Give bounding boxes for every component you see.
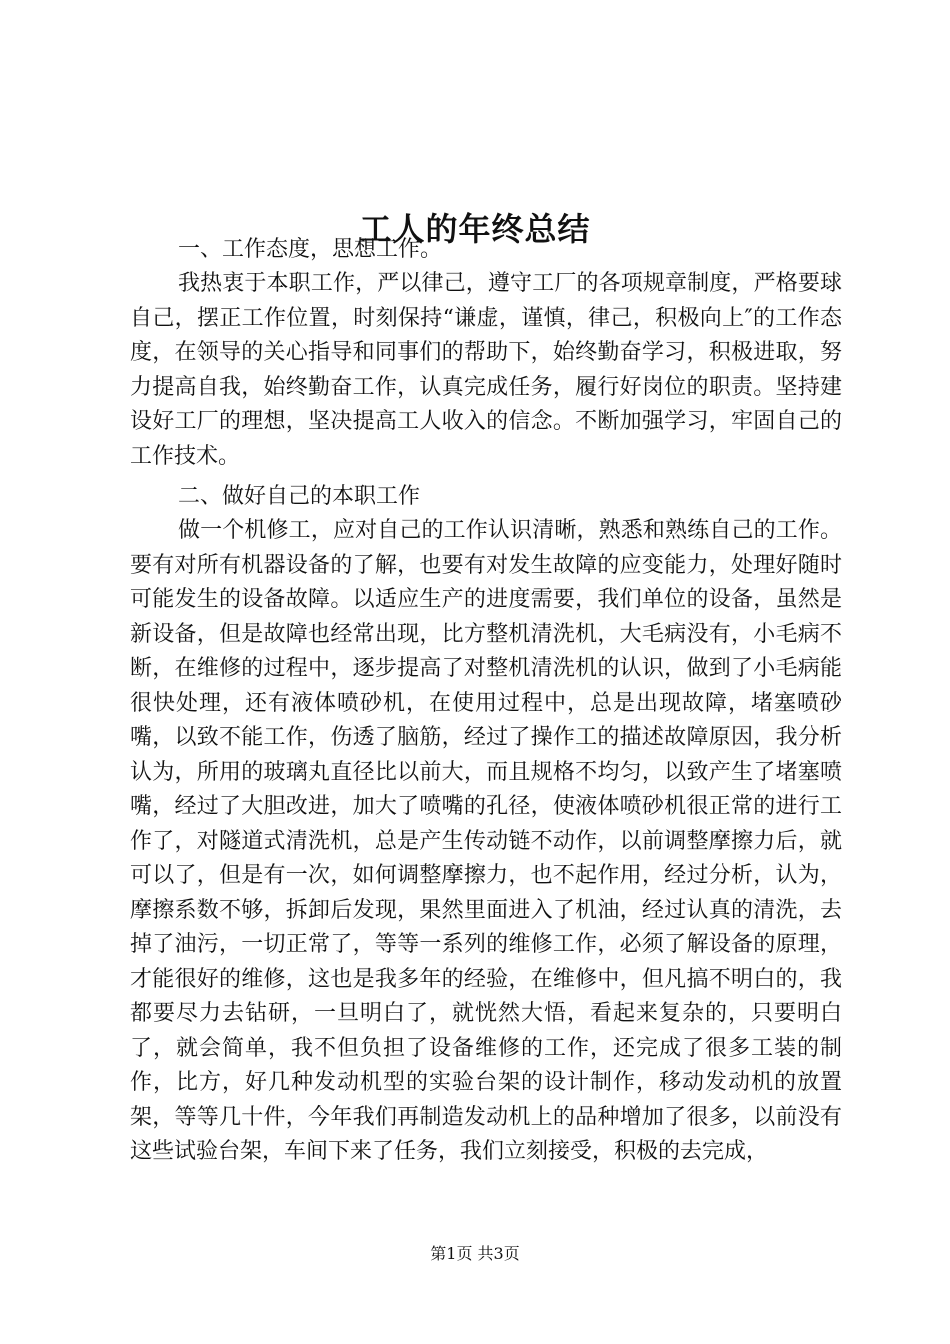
document-title: 工人的年终总结: [359, 210, 591, 249]
section-paragraph: 做一个机修工，应对自己的工作认识清晰，熟悉和熟练自己的工作。要有对所有机器设备的了解，也要有对发生故障的应变能力，处理好随时可能发生的设备故障。以适应生产的进度需要，我们单位的设备，虽然是新设备，但是故障也经常出现，比方整机清洗机，大毛病没有，小毛病不断，在维修的过程中，逐步提高了对整机清洗机的认识，做到了小毛病能很快处理，还有液体喷砂机，在使用过程中，总是出现故障，堵塞喷砂嘴，以致不能工作，伤透了脑筋，经过了操作工的描述故障原因，我分析认为，所用的玻璃丸直径比以前大，而且规格不均匀，以致产生了堵塞喷嘴，经过了大胆改进，加大了喷嘴的孔径，使液体喷砂机很正常的进行工作了，对隧道式清洗机，总是产生传动链不动作，以前调整摩擦力后，就可以了，但是有一次，如何调整摩擦力，也不起作用，经过分析，认为，摩擦系数不够，拆卸后发现，果然里面进入了机油，经过认真的清洗，去掉了油污，一切正常了，等等一系列的维修工作，必须了解设备的原理，才能很好的维修，这也是我多年的经验，在维修中，但凡搞不明白的，我都要尽力去钻研，一旦明白了，就恍然大悟，看起来复杂的，只要明白了，就会简单，我不但负担了设备维修的工作，还完成了很多工装的制作，比方，好几种发动机型的实验台架的设计制作，移动发动机的放置架，等等几十件，今年我们再制造发动机上的品种增加了很多，以前没有这些试验台架，车间下来了任务，我们立刻接受，积极的去完成，: [130, 518, 842, 1164]
section-work-attitude: [130, 233, 842, 474]
section-paragraph: 我热衷于本职工作，严以律己，遵守工厂的各项规章制度，严格要球自己，摆正工作位置，时刻保持“谦虚，谨慎，律己，积极向上″的工作态度，在领导的关心指导和同事们的帮助下，始终勤奋学习，积极进取，努力提高自我，始终勤奋工作，认真完成任务，履行好岗位的职责。坚持建设好工厂的理想，坚决提高工人收入的信念。不断加强学习，牢固自己的工作技术。: [130, 271, 842, 469]
section-job-duties: [130, 480, 842, 1170]
section-heading: 二、做好自己的本职工作: [178, 484, 421, 509]
section-heading: 一、工作态度，思想工作。: [178, 237, 443, 262]
page-footer: 第1页 共3页: [430, 1244, 520, 1263]
